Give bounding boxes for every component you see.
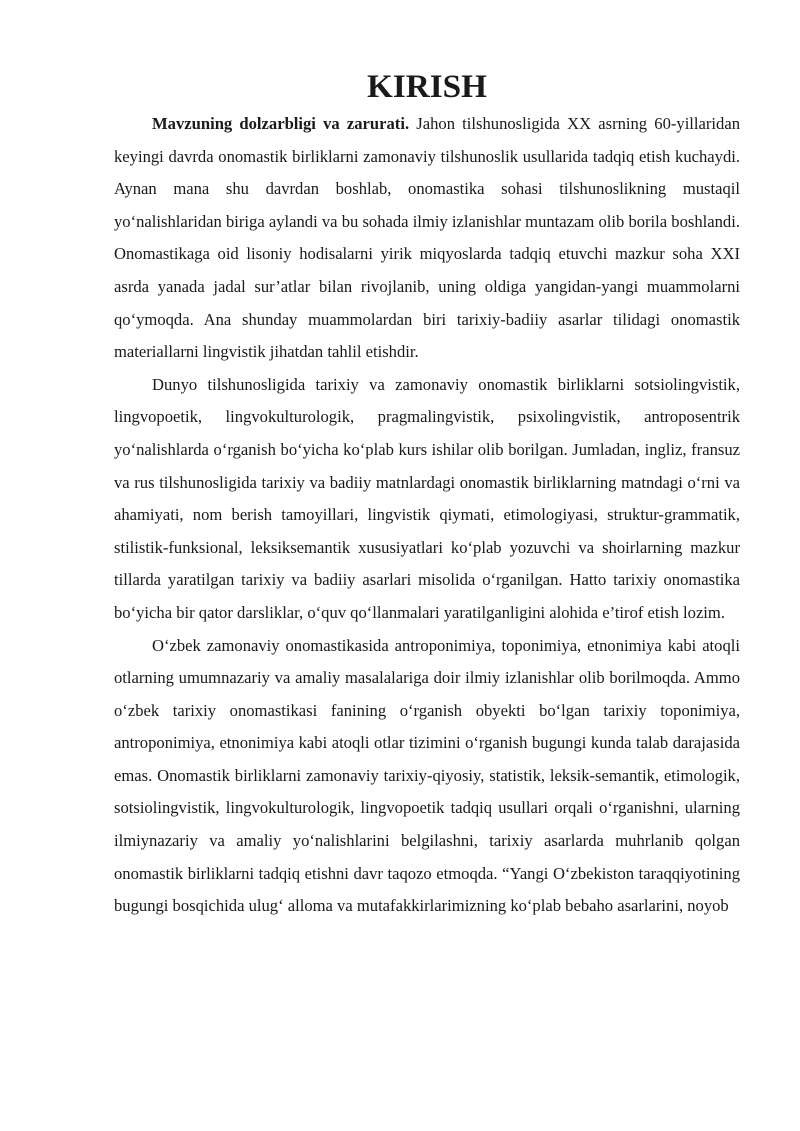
document-page [114,68,740,923]
paragraph-2 [114,369,740,630]
paragraph-3-text: O‘zbek zamonaviy onomastikasida antroponimiya, toponimiya, etnonimiya kabi atoqli otlarning umumnazariy va amaliy masalalariga doir ilmiy izlanishlar olib borilmoqda. Ammo o‘zbek tarixiy onomastikasi fanining o‘rganish obyekti bo‘lgan tarixiy toponimiya, antroponimiya, etnonimiya kabi atoqli otlar tizimini o‘rganish bugungi kunda talab darajasida emas. Onomastik birliklarni zamonaviy tarixiy-qiyosiy, statistik, leksik-semantik, etimologik, sotsiolingvistik, lingvokulturologik, lingvopoetik tadqiq usullari orqali o‘rganishni, ularning ilmiynazariy va amaliy yo‘nalishlarini belgilashni, tarixiy asarlarda muhrlanib qolgan onomastik birliklarni tadqiq etishni davr taqozo etmoqda. “Yangi O‘zbekiston taraqqiyotining bugungi bosqichida ulug‘ alloma va mutafakkirlarimizning ko‘plab bebaho asarlarini, noyob [114,635,740,916]
paragraph-1-text: Jahon tilshunosligida XX asrning 60-yillaridan keyingi davrda onomastik birliklarni zamonaviy tilshunoslik usullarida tadqiq etish kuchaydi. Aynan mana shu davrdan boshlab, onomastika sohasi tilshunoslikning mustaqil yo‘nalishlaridan biriga aylandi va bu sohada ilmiy izlanishlar muntazam olib borila boshlandi. Onomastikaga oid lisoniy hodisalarni yirik miqyoslarda tadqiq etuvchi mazkur soha XXI asrda yanada jadal sur’atlar bilan rivojlanib, uning oldiga yangidan-yangi muammolarni qo‘ymoqda. Ana shunday muammolardan biri tarixiy-badiiy asarlar tilidagi onomastik materiallarni lingvistik jihatdan tahlil etishdir. [114,114,740,362]
section-heading: KIRISH [367,68,487,105]
paragraph-1-lead: Mavzuning dolzarbligi va zarurati. [152,114,410,133]
paragraph-1 [114,108,740,369]
paragraph-2-text: Dunyo tilshunosligida tarixiy va zamonaviy onomastik birliklarni sotsiolingvistik, lingvopoetik, lingvokulturologik, pragmalingvistik, psixolingvistik, antroposentrik yo‘nalishlarda o‘rganish bo‘yicha ko‘plab kurs ishilar olib borilgan. Jumladan, ingliz, fransuz va rus tilshunosligida tarixiy va badiiy matnlardagi onomastik birliklarning matndagi o‘rni va ahamiyati, nom berish tamoyillari, lingvistik qiymati, etimologiyasi, struktur-grammatik, stilistik-funksional, leksiksemantik xususiyatlari ko‘plab yozuvchi va shoirlarning mazkur tillarda yaratilgan tarixiy va badiiy asarlari misolida o‘rganilgan. Hatto tarixiy onomastika bo‘yicha bir qator darsliklar, o‘quv qo‘llanmalari yaratilganligini alohida e’tirof etish lozim. [114,374,740,622]
paragraph-3 [114,630,740,923]
